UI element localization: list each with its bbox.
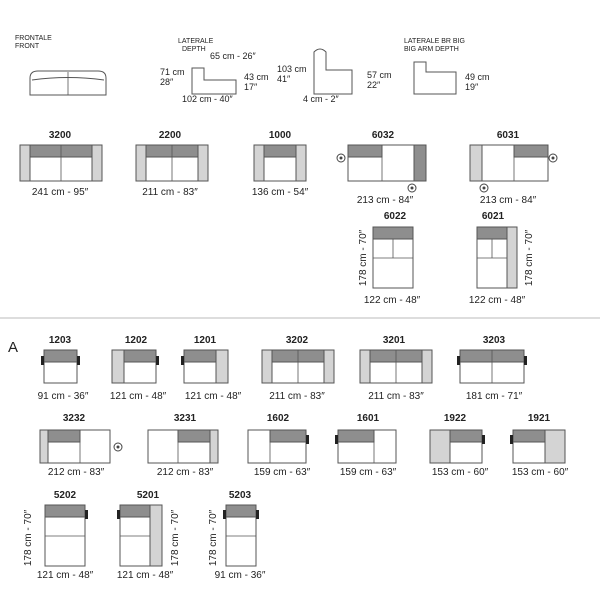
- armrest: [324, 350, 334, 383]
- backrest: [477, 227, 507, 239]
- module-code: 6021: [481, 211, 505, 222]
- module-width: 122 cm - 48″: [468, 295, 526, 306]
- backrest: [44, 350, 77, 362]
- backrest: [513, 430, 545, 442]
- module-code: 1922: [443, 413, 467, 424]
- module-plan-shapes: [20, 145, 565, 566]
- backrest: [124, 350, 156, 362]
- module-width: 122 cm - 48″: [363, 295, 421, 306]
- module-code: 3203: [482, 335, 506, 346]
- armrest: [470, 145, 482, 181]
- module-code: 2200: [158, 130, 182, 141]
- armrest: [210, 430, 218, 463]
- module-code: 1202: [124, 335, 148, 346]
- module-width: 241 cm - 95″: [31, 187, 89, 198]
- connector-tab: [457, 356, 460, 365]
- recliner-mid-in: 22″: [367, 80, 381, 90]
- backrest: [48, 430, 80, 442]
- recliner-outline: [314, 49, 352, 94]
- backrest: [270, 430, 306, 442]
- armrest: [20, 145, 30, 181]
- module-width: 121 cm - 48″: [36, 570, 94, 581]
- module-code: 6031: [496, 130, 520, 141]
- module-code: 3201: [382, 335, 406, 346]
- recliner-height-cm: 103 cm: [277, 64, 307, 74]
- connector-tab: [335, 435, 338, 444]
- module-width: 153 cm - 60″: [511, 467, 569, 478]
- module-code: 1921: [527, 413, 551, 424]
- module-width: 211 cm - 83″: [142, 187, 198, 198]
- module-depth: 178 cm - 70″: [208, 509, 219, 567]
- front-label-en: FRONT: [15, 43, 40, 50]
- backrest: [450, 430, 482, 442]
- armrest: [40, 430, 48, 463]
- connector-tab: [156, 356, 159, 365]
- connector-tab: [524, 356, 527, 365]
- armrest: [296, 145, 306, 181]
- bigarm-height-in: 19″: [465, 82, 479, 92]
- front-label-it: FRONTALE: [15, 35, 52, 42]
- side-sofa-outline: [192, 68, 236, 94]
- connector-tab: [482, 435, 485, 444]
- backrest: [45, 505, 85, 517]
- module-width: 91 cm - 36″: [37, 391, 89, 402]
- recliner-view: [277, 49, 392, 104]
- module-code: 3200: [48, 130, 72, 141]
- module-width: 136 cm - 54″: [251, 187, 309, 198]
- module-code: 5202: [53, 490, 77, 501]
- recliner-offset: 4 cm - 2″: [303, 94, 339, 104]
- connector-tab: [223, 510, 226, 519]
- module-code: 1601: [356, 413, 380, 424]
- module-width: 159 cm - 63″: [339, 467, 397, 478]
- recliner-symbol-dot: [340, 157, 343, 160]
- backrest: [226, 505, 256, 517]
- armrest: [92, 145, 102, 181]
- module-width: 213 cm - 84″: [479, 195, 537, 206]
- module-code: 3202: [285, 335, 309, 346]
- section-a-label: A: [8, 339, 19, 356]
- bigarm-label-en: BIG ARM DEPTH: [404, 46, 459, 53]
- backrest: [514, 145, 548, 157]
- connector-tab: [306, 435, 309, 444]
- armrest: [216, 350, 228, 383]
- connector-tab: [117, 510, 120, 519]
- module-width: 211 cm - 83″: [368, 391, 424, 402]
- armrest: [198, 145, 208, 181]
- module-code: 6022: [383, 211, 407, 222]
- module-width: 159 cm - 63″: [253, 467, 311, 478]
- module-code: 1203: [48, 335, 72, 346]
- recliner-symbol-dot: [552, 157, 555, 160]
- backrest: [178, 430, 210, 442]
- backrest: [373, 227, 413, 239]
- armrest: [262, 350, 272, 383]
- module-code: 1000: [268, 130, 292, 141]
- armrest: [360, 350, 370, 383]
- backrest: [348, 145, 382, 157]
- bigarm-height-cm: 49 cm: [465, 72, 490, 82]
- connector-tab: [510, 435, 513, 444]
- recliner-symbol-dot: [483, 187, 486, 190]
- connector-tab: [181, 356, 184, 365]
- module-width: 121 cm - 48″: [184, 391, 242, 402]
- side-label-en: DEPTH: [182, 46, 206, 53]
- backrest: [264, 145, 296, 157]
- armrest: [422, 350, 432, 383]
- recliner-height-in: 41″: [277, 74, 291, 84]
- side-height-cm: 71 cm: [160, 67, 185, 77]
- recliner-symbol-dot: [117, 446, 120, 449]
- side-height-in: 28″: [160, 77, 174, 87]
- module-width: 91 cm - 36″: [214, 570, 266, 581]
- armrest: [112, 350, 124, 383]
- module-code: 1201: [193, 335, 217, 346]
- module-code: 6032: [371, 130, 395, 141]
- module-depth: 178 cm - 70″: [23, 509, 34, 567]
- module-width: 121 cm - 48″: [116, 570, 174, 581]
- recliner-mid-cm: 57 cm: [367, 70, 392, 80]
- bigarm-label-it: LATERALE BR BIG: [404, 38, 465, 45]
- backrest: [184, 350, 216, 362]
- connector-tab: [77, 356, 80, 365]
- backrest: [338, 430, 374, 442]
- side-arm-in: 17″: [244, 82, 258, 92]
- connector-tab: [41, 356, 44, 365]
- armrest: [430, 430, 450, 463]
- module-width: 211 cm - 83″: [269, 391, 325, 402]
- connector-tab: [85, 510, 88, 519]
- side-arm-cm: 43 cm: [244, 72, 269, 82]
- module-code: 3231: [173, 413, 197, 424]
- armrest: [136, 145, 146, 181]
- module-width: 121 cm - 48″: [109, 391, 167, 402]
- module-width: 153 cm - 60″: [431, 467, 489, 478]
- bigarm-outline: [414, 62, 456, 94]
- module-width: 181 cm - 71″: [465, 391, 523, 402]
- connector-tab: [256, 510, 259, 519]
- armrest: [414, 145, 426, 181]
- module-width: 213 cm - 84″: [356, 195, 414, 206]
- side-seat-depth: 65 cm - 26″: [210, 51, 256, 61]
- module-width: 212 cm - 83″: [47, 467, 105, 478]
- module-code: 5201: [136, 490, 160, 501]
- side-depth: 102 cm - 40″: [182, 94, 233, 104]
- big-arm-view: [404, 38, 490, 94]
- module-depth: 178 cm - 70″: [524, 229, 535, 287]
- armrest: [507, 227, 517, 288]
- module-depth: 178 cm - 70″: [170, 509, 181, 567]
- module-depth: 178 cm - 70″: [358, 229, 369, 287]
- armrest: [150, 505, 162, 566]
- side-view: [160, 38, 269, 104]
- armrest: [545, 430, 565, 463]
- module-code: 1602: [266, 413, 290, 424]
- side-label-it: LATERALE: [178, 38, 214, 45]
- backrest: [120, 505, 150, 517]
- module-code: 5203: [228, 490, 252, 501]
- armrest: [254, 145, 264, 181]
- front-view: [15, 35, 106, 95]
- module-width: 212 cm - 83″: [156, 467, 214, 478]
- module-code: 3232: [62, 413, 86, 424]
- recliner-symbol-dot: [411, 187, 414, 190]
